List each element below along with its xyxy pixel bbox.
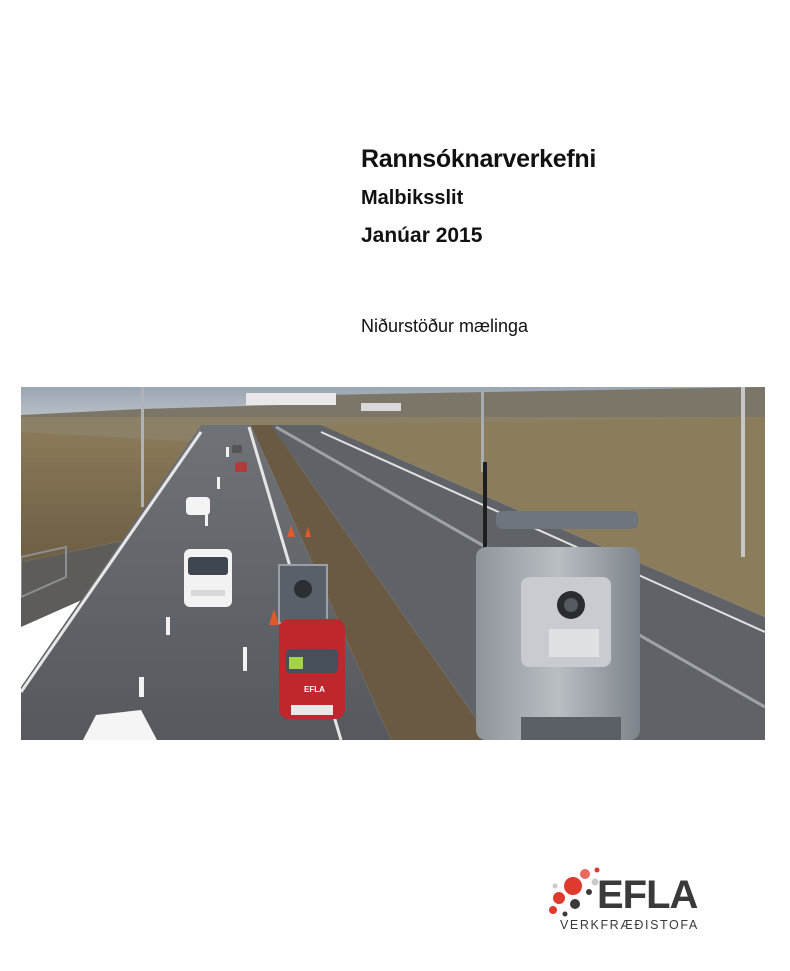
- car-logo-text: EFLA: [304, 685, 325, 694]
- document-date: Janúar 2015: [361, 224, 483, 247]
- white-van: [184, 549, 232, 607]
- document-section: Niðurstöður mælinga: [361, 316, 529, 336]
- logo-wordmark: EFLA: [597, 873, 698, 917]
- document-subtitle: Malbiksslit: [361, 187, 464, 209]
- logo-tagline: VERKFRÆÐISTOFA: [560, 918, 699, 932]
- red-survey-car: [279, 619, 345, 719]
- document-title: Rannsóknarverkefni: [361, 145, 596, 173]
- efla-logo-dots-icon: [549, 868, 600, 917]
- arrow-board: [279, 565, 327, 623]
- cover-photo-road-survey: [21, 387, 765, 740]
